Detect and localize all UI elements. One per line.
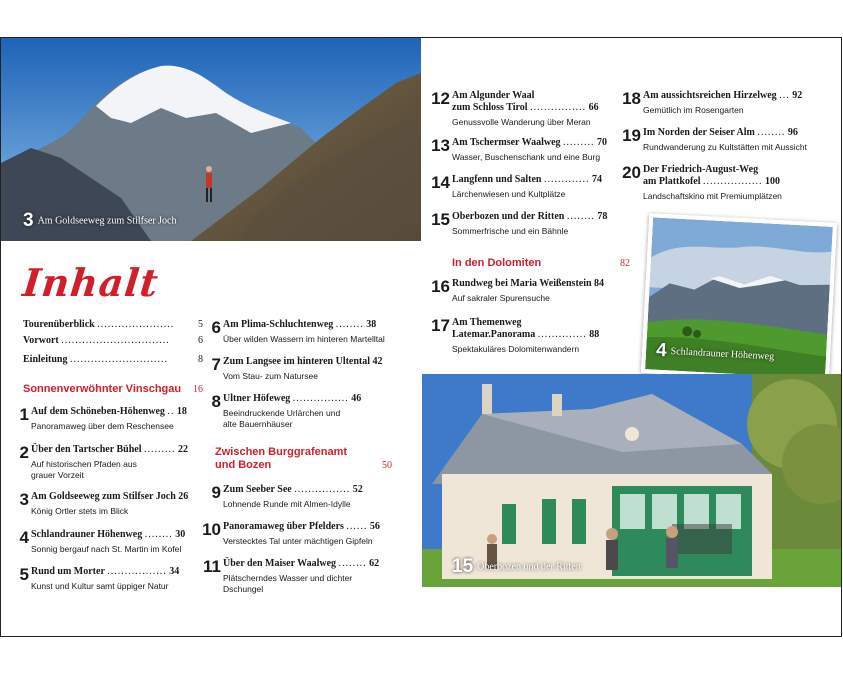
photo-schlandraun — [641, 213, 837, 383]
photo-oberbozen — [422, 374, 842, 587]
photo-caption-15: 15 Oberbozen und der Ritten — [452, 556, 581, 577]
book-spread: 3 Am Goldseeweg zum Stilfser Joch 4 Schlandrauner Höhenweg 15 Oberbozen und der Ritten Inhalt Tourenüberblick ...................... 5 Vorwort ............................... 6 Einleitung ............................ 8 Sonnenverwöhnter Vinschgau 16 Zwischen Burggrafenamt und Bozen 50 In den Dolomiten 82 1 Auf dem Schöneben-Höhenweg .. 18 Panoramaweg über dem Reschensee 2 Über den Tartscher Bühel ......... 22 Auf historischen Pfaden aus grauer Vorzeit 3 Am Goldseeweg zum Stilfser Joch 26 König Ortler stets im Blick 4 Schlandrauner Höhenweg ........ 30 Sonnig bergauf nach St. Martin im Kofel 5 Rund um Morter ................. 34 Kunst und Kultur samt üppiger Natur 6 Am Plima-Schluchtenweg ........ 38 Über wilden Wassern im hinteren Martelltal 7 Zum Langsee im hinteren Ultental 42 Vom Stau- zum Natursee 8 Ultner Höfeweg ................ 46 Beeindruckende Urlärchen und alte Bauernhäuser 9 Zum Seeber See ................ 52 Lohnende Runde mit Almen-Idylle 10 Panoramaweg über Pfelders ...... 56 Verstecktes Tal unter mächtigen Gipfeln 11 Über den Maiser Waalweg ........ 62 Plätscherndes Wasser und dichter Dschungel 12 Am Algunder Waal zum Schloss Tirol ................ 66 Genussvolle Wanderung über Meran 13 Am Tschermser Waalweg ......... 70 Wasser, Buschenschank und eine Burg 14 Langfenn und Salten ............. 74 Lärchenwiesen und Kultplätze 15 Oberbozen und der Ritten ........ 78 Sommerfrische und ein Bähnle 16 Rundweg bei Maria Weißenstein 84 Auf sakraler Spurensuche 17 Am Themenweg Latemar.Panorama .............. 88 Spektakuläres Dolomitenwandern 18 Am aussichtsreichen Hirzelweg ... 92 Gemütlich im Rosengarten 19 Im Norden der Seiser Alm ........ 96 Rundwanderung zu Kultstätten mit Aussicht 20 Der Friedrich-August-Weg am Plattkofel ................. 100 Landschaftskino mit Premiumplätzen — [0, 37, 842, 637]
section-burggrafenamt[interactable]: Zwischen Burggrafenamt und Bozen 50 — [215, 446, 392, 471]
section-vinschgau[interactable]: Sonnenverwöhnter Vinschgau 16 — [23, 383, 203, 395]
photo-caption-3: 3 Am Goldseeweg zum Stilfser Joch — [23, 210, 177, 231]
photo-caption-4: 4 Schlandrauner Höhenweg — [655, 339, 775, 363]
section-dolomiten[interactable]: In den Dolomiten 82 — [452, 257, 630, 269]
toc-front-vorwort[interactable]: Vorwort ............................... 6 — [23, 335, 203, 346]
photo-goldseeweg — [1, 38, 421, 241]
toc-front-tourenueberblick[interactable]: Tourenüberblick ...................... 5 — [23, 319, 203, 330]
toc-front-einleitung[interactable]: Einleitung ............................ 8 — [23, 354, 203, 365]
page-title: Inhalt — [20, 260, 162, 305]
